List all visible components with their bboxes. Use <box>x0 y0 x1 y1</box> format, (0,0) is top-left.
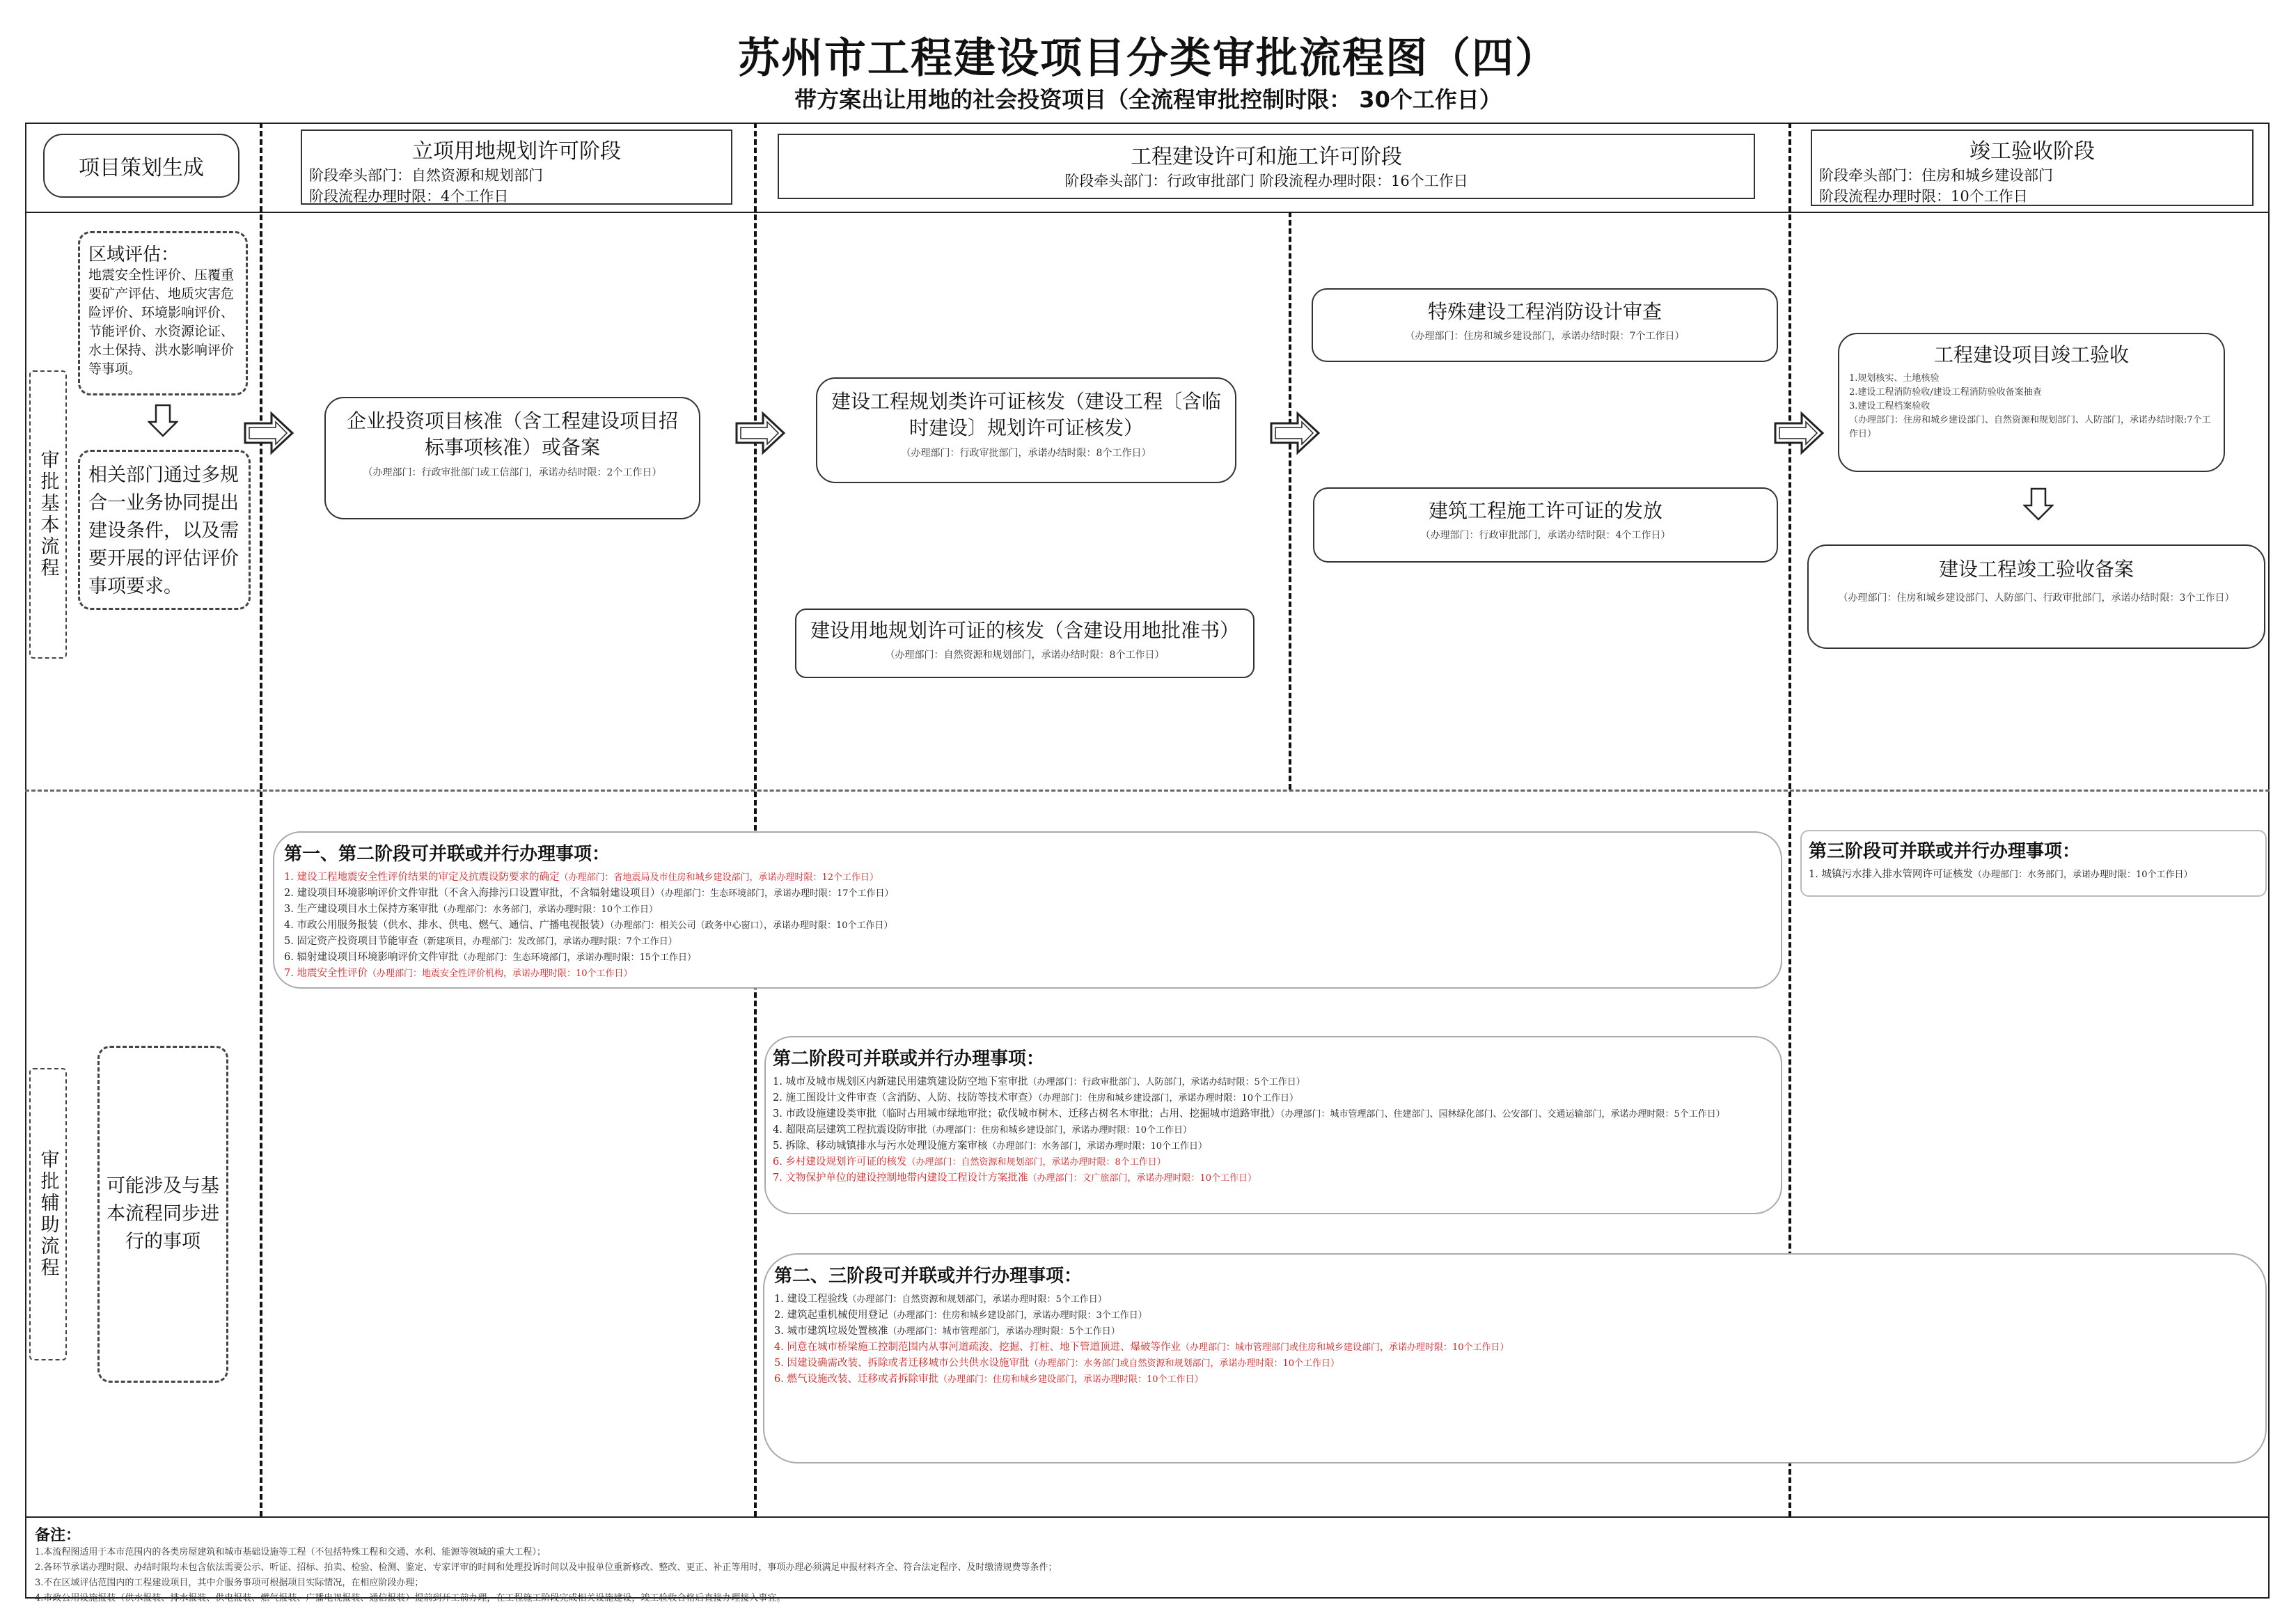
parallel-item-text: 4. 超限高层建筑工程抗震设防审批 <box>773 1124 927 1136</box>
note-item: 2.各环节承诺办理时限、办结时限均未包含依法需要公示、听证、招标、拍卖、检验、检测、鉴定、专家评审的时间和处理投诉时间以及申报单位重新修改、整改、更正、补正等用时，事项办理必须满足申报材料齐全、符合法定程序、及时缴清规费等条件； <box>35 1562 1057 1573</box>
coordination-text: 相关部门通过多规合一业务协同提出建设条件，以及需要开展的评估评价事项要求。 <box>88 464 239 597</box>
stage2-info: 阶段牵头部门：行政审批部门 阶段流程办理时限：16个工作日 <box>1064 173 1468 189</box>
notes-divider <box>25 1516 2270 1518</box>
parallel-group-title: 第二、三阶段可并联或并行办理事项： <box>774 1266 1083 1287</box>
parallel-item <box>774 1292 2256 1308</box>
parallel-group-title: 第三阶段可并联或并行办理事项： <box>1809 841 2081 862</box>
planning-permit-box <box>816 377 1236 483</box>
parallel-item-text: 6. 燃气设施改装、迁移或者拆除审批 <box>774 1374 938 1385</box>
header-divider <box>25 212 2270 213</box>
parallel-item-text: 2. 施工图设计文件审查（含消防、人防、技防等技术审查） <box>773 1092 1038 1104</box>
completion-acceptance-items <box>1849 372 2214 441</box>
side-label-basic: 审批基本流程 <box>37 450 59 579</box>
right-arrow-icon <box>735 411 787 455</box>
stage1-limit: 阶段流程办理时限：4个工作日 <box>309 188 509 205</box>
land-permit-note: （办理部门：自然资源和规划部门，承诺办结时限：8个工作日） <box>885 650 1165 661</box>
planning-permit-note: （办理部门：行政审批部门，承诺办结时限：8个工作日） <box>901 448 1151 459</box>
parallel-item <box>284 918 1771 934</box>
parallel-item <box>284 902 1771 918</box>
parallel-item <box>773 1138 1774 1154</box>
parallel-item <box>284 934 1771 950</box>
column-divider-1 <box>260 123 262 1516</box>
parallel-group-stage3 <box>1800 830 2267 897</box>
down-arrow-icon <box>2023 487 2054 522</box>
note-item: 4.市政公用设施报装（供水报装、排水报装、供电报装、燃气报装、广播电视报装、通信报装）提前到开工前办理，在工程施工阶段完成相关设施建设，竣工验收合格后直接办理接入事宜。 <box>35 1593 786 1603</box>
parallel-item-note: （办理部门：文广旅部门，承诺办理时限：10个工作日） <box>1028 1173 1257 1184</box>
basic-aux-divider <box>25 790 2270 792</box>
project-approval-box <box>324 397 700 519</box>
aux-items-text: 可能涉及与基本流程同步进行的事项 <box>107 1175 219 1253</box>
parallel-item <box>284 870 1771 886</box>
parallel-item-text: 1. 建设工程验线 <box>774 1294 848 1305</box>
planning-header: 项目策划生成 <box>43 134 239 198</box>
area-assessment-body: 地震安全性评价、压覆重要矿产评估、地质灾害危险评价、环境影响评价、节能评价、水资源论证、水土保持、洪水影响评价等事项。 <box>88 267 235 377</box>
parallel-item-text: 5. 固定资产投资项目节能审查 <box>284 936 418 947</box>
completion-item: 3.建设工程档案验收 <box>1849 401 1931 411</box>
completion-item: 1.规划核实、土地核验 <box>1849 373 1940 384</box>
parallel-item-note: （办理部门：地震安全性评价机构，承诺办理时限：10个工作日） <box>367 968 633 979</box>
construction-permit-title: 建筑工程施工许可证的发放 <box>1428 499 1662 522</box>
parallel-item <box>1809 867 2258 883</box>
stage3-lead: 阶段牵头部门：住房和城乡建设部门 <box>1819 167 2053 184</box>
completion-filing-box <box>1807 544 2265 649</box>
notes-section <box>35 1523 2263 1606</box>
planning-permit-title: 建设工程规划类许可证核发（建设工程〔含临时建设〕规划许可证核发） <box>831 390 1221 439</box>
parallel-item <box>284 950 1771 966</box>
parallel-item-note: （新建项目，办理部门：发改部门，承诺办理时限：7个工作日） <box>418 936 677 947</box>
parallel-item-note: （办理部门：相关公司（政务中心窗口），承诺办理时限：10个工作日） <box>609 920 893 931</box>
parallel-item-list <box>1809 867 2258 883</box>
parallel-item-note: （办理部门：行政审批部门、人防部门，承诺办结时限：5个工作日） <box>1028 1077 1305 1088</box>
parallel-item-note: （办理部门：住房和城乡建设部门，承诺办理时限：3个工作日） <box>888 1310 1147 1321</box>
coordination-box <box>78 450 251 610</box>
parallel-item-text: 7. 文物保护单位的建设控制地带内建设工程设计方案批准 <box>773 1172 1028 1184</box>
land-permit-title: 建设用地规划许可证的核发（含建设用地批准书） <box>810 619 1239 642</box>
land-permit-box <box>795 609 1255 678</box>
construction-permit-box <box>1313 487 1778 563</box>
page-title: 苏州市工程建设项目分类审批流程图（四） <box>738 34 1558 83</box>
parallel-group-stage2-3 <box>763 1253 2267 1463</box>
parallel-item-note: （办理部门：生态环境部门，承诺办理时限：17个工作日） <box>660 888 894 899</box>
completion-filing-title: 建设工程竣工验收备案 <box>1938 558 2134 581</box>
side-label-aux-box <box>29 1068 67 1360</box>
parallel-item-text: 1. 城镇污水排入排水管网许可证核发 <box>1809 869 1973 880</box>
parallel-group-title: 第二阶段可并联或并行办理事项： <box>773 1049 1045 1069</box>
stage1-name: 立项用地规划许可阶段 <box>412 139 621 164</box>
note-item: 3.不在区域评估范围内的工程建设项目，其中介服务事项可根据项目实际情况，在相应阶段办理； <box>35 1578 424 1588</box>
stage3-name: 竣工验收阶段 <box>1969 139 2095 164</box>
stage3-header <box>1811 129 2254 206</box>
parallel-item-text: 6. 乡村建设规划许可证的核发 <box>773 1156 907 1168</box>
fire-design-review-box <box>1312 288 1778 362</box>
completion-acceptance-title: 工程建设项目竣工验收 <box>1933 343 2129 366</box>
aux-items-box <box>97 1046 228 1383</box>
area-assessment-box <box>78 231 248 395</box>
parallel-item-note: （办理部门：住房和城乡建设部门，承诺办理时限：10个工作日） <box>927 1125 1192 1136</box>
parallel-item-text: 4. 市政公用服务报装（供水、排水、供电、燃气、通信、广播电视报装） <box>284 920 610 931</box>
stage2-header <box>778 134 1755 199</box>
parallel-item-note: （办理部门：生态环境部门，承诺办理时限：15个工作日） <box>458 952 696 963</box>
right-arrow-icon <box>1774 411 1825 455</box>
stage3-limit: 阶段流程办理时限：10个工作日 <box>1819 188 2028 205</box>
parallel-item <box>773 1170 1774 1186</box>
parallel-item-note: （办理部门：住房和城乡建设部门，承诺办理时限：10个工作日） <box>1037 1093 1298 1104</box>
parallel-item-text: 3. 城市建筑垃圾处置核准 <box>774 1326 888 1337</box>
side-label-basic-box <box>29 370 67 659</box>
parallel-item-note: （办理部门：水务部门或自然资源和规划部门，承诺办理时限：10个工作日） <box>1029 1358 1339 1369</box>
parallel-item-text: 5. 拆除、移动城镇排水与污水处理设施方案审核 <box>773 1140 988 1152</box>
parallel-item-text: 1. 城市及城市规划区内新建民用建筑建设防空地下室审批 <box>773 1076 1028 1088</box>
right-arrow-icon <box>244 411 295 455</box>
down-arrow-icon <box>148 404 178 439</box>
parallel-item-note: （办理部门：省地震局及市住房和城乡建设部门，承诺办理时限：12个工作日） <box>559 872 879 883</box>
stage2-name: 工程建设许可和施工许可阶段 <box>1131 145 1402 169</box>
parallel-item <box>773 1106 1774 1122</box>
parallel-group-stage1-2 <box>273 831 1782 989</box>
parallel-item-text: 2. 建设项目环境影响评价文件审批（不含入海排污口设置审批，不含辐射建设项目） <box>284 888 661 899</box>
parallel-item-note: （办理部门：水务部门，承诺办理时限：10个工作日） <box>1972 870 2193 880</box>
column-divider-2 <box>754 123 757 1516</box>
parallel-item-text: 7. 地震安全性评价 <box>284 968 368 979</box>
right-arrow-icon <box>1270 411 1321 455</box>
parallel-item-note: （办理部门：住房和城乡建设部门，承诺办理时限：10个工作日） <box>938 1374 1204 1385</box>
parallel-item-note: （办理部门：水务部门，承诺办理时限：10个工作日） <box>438 904 658 915</box>
column-divider-3 <box>1289 212 1291 790</box>
parallel-item-note: （办理部门：城市管理部门，承诺办理时限：5个工作日） <box>888 1326 1120 1337</box>
fire-design-review-note: （办理部门：住房和城乡建设部门，承诺办结时限：7个工作日） <box>1405 331 1685 342</box>
parallel-item <box>774 1308 2256 1324</box>
parallel-item-text: 1. 建设工程地震安全性评价结果的审定及抗震设防要求的确定 <box>284 872 560 883</box>
area-assessment-title: 区域评估： <box>88 244 180 265</box>
parallel-item <box>773 1074 1774 1090</box>
parallel-item-text: 3. 生产建设项目水土保持方案审批 <box>284 904 439 915</box>
page-subtitle: 带方案出让用地的社会投资项目（全流程审批控制时限： 30个工作日） <box>794 86 1502 113</box>
parallel-group-title: 第一、第二阶段可并联或并行办理事项： <box>284 844 611 865</box>
parallel-item <box>774 1372 2256 1388</box>
parallel-item <box>774 1356 2256 1372</box>
parallel-item-note: （办理部门：自然资源和规划部门，承诺办理时限：8个工作日） <box>906 1157 1166 1168</box>
parallel-item <box>773 1154 1774 1170</box>
parallel-item <box>773 1122 1774 1138</box>
parallel-item-text: 5. 因建设确需改装、拆除或者迁移城市公共供水设施审批 <box>774 1358 1030 1369</box>
fire-design-review-title: 特殊建设工程消防设计审查 <box>1427 300 1662 323</box>
parallel-item-list <box>774 1292 2256 1388</box>
parallel-item-note: （办理部门：城市管理部门、住建部门、园林绿化部门、公安部门、交通运输部门，承诺办理时限：5个工作日） <box>1280 1109 1725 1120</box>
parallel-item-text: 2. 建筑起重机械使用登记 <box>774 1310 888 1321</box>
notes-title: 备注： <box>35 1527 81 1544</box>
parallel-item <box>774 1324 2256 1340</box>
completion-item: 2.建设工程消防验收/建设工程消防验收备案抽查 <box>1849 387 2042 398</box>
parallel-item-note: （办理部门：自然资源和规划部门，承诺办理时限：5个工作日） <box>847 1294 1107 1305</box>
parallel-item-text: 3. 市政设施建设类审批（临时占用城市绿地审批；砍伐城市树木、迁移古树名木审批；占用、挖掘城市道路审批） <box>773 1108 1280 1120</box>
project-approval-title: 企业投资项目核准（含工程建设项目招标事项核准）或备案 <box>346 409 678 459</box>
side-label-aux: 审批辅助流程 <box>37 1149 59 1279</box>
parallel-item-list <box>284 870 1771 982</box>
parallel-item-note: （办理部门：水务部门，承诺办理时限：10个工作日） <box>987 1141 1207 1152</box>
parallel-item-text: 4. 同意在城市桥梁施工控制范围内从事河道疏浚、挖掘、打桩、地下管道顶进、爆破等作业 <box>774 1342 1181 1353</box>
parallel-item <box>284 966 1771 982</box>
completion-acceptance-note: （办理部门：住房和城乡建设部门、自然资源和规划部门、人防部门，承诺办结时限:7个工作日） <box>1849 415 2211 439</box>
completion-acceptance-box <box>1838 333 2225 472</box>
parallel-item <box>773 1090 1774 1106</box>
stage1-header <box>301 129 732 205</box>
construction-permit-note: （办理部门：行政审批部门，承诺办结时限：4个工作日） <box>1420 530 1671 541</box>
parallel-item <box>774 1340 2256 1356</box>
note-item: 1.本流程图适用于本市范围内的各类房屋建筑和城市基础设施等工程（不包括特殊工程和交通、水利、能源等领域的重大工程）； <box>35 1547 546 1557</box>
parallel-item-text: 6. 辐射建设项目环境影响评价文件审批 <box>284 952 459 963</box>
project-approval-note: （办理部门：行政审批部门或工信部门，承诺办结时限：2个工作日） <box>363 467 662 478</box>
parallel-group-stage2 <box>764 1036 1782 1214</box>
completion-filing-note: （办理部门：住房和城乡建设部门、人防部门、行政审批部门，承诺办结时限：3个工作日） <box>1838 592 2235 604</box>
parallel-item <box>284 886 1771 902</box>
parallel-item-note: （办理部门：城市管理部门或住房和城乡建设部门，承诺办理时限：10个工作日） <box>1180 1342 1509 1353</box>
parallel-item-list <box>773 1074 1774 1186</box>
stage1-lead: 阶段牵头部门：自然资源和规划部门 <box>309 167 543 184</box>
